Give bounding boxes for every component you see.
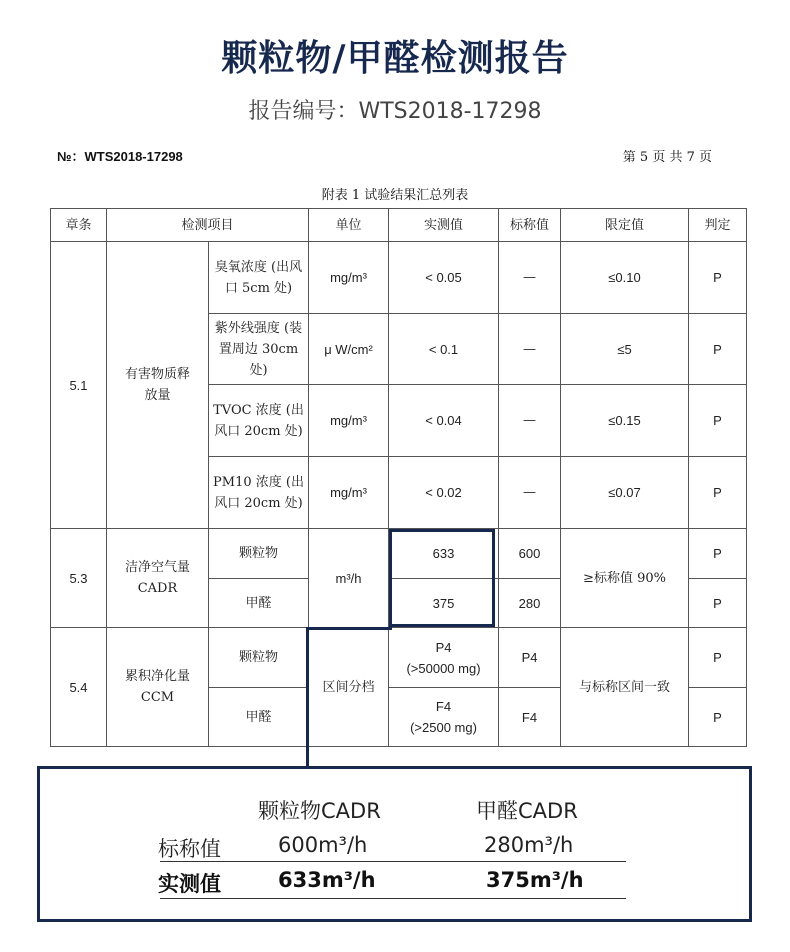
limit-cell: ≤0.07 — [561, 457, 689, 529]
verdict-cell: P — [689, 628, 747, 688]
report-title: 颗粒物/甲醛检测报告 — [221, 38, 569, 79]
item-cell: 洁净空气量 CADR — [107, 529, 209, 628]
item-cell: 累积净化量 CCM — [107, 628, 209, 747]
verdict-cell: P — [689, 457, 747, 529]
unit-cell: μ W/cm² — [309, 314, 389, 385]
nominal-cell: — — [499, 457, 561, 529]
col-formaldehyde-cadr: 甲醛CADR — [476, 799, 578, 823]
limit-cell: ≤0.15 — [561, 385, 689, 457]
subitem-cell: 臭氧浓度 (出风口 5cm 处) — [209, 242, 309, 314]
row-measured-label: 实测值 — [158, 872, 221, 896]
header-unit: 单位 — [309, 209, 389, 242]
measured-cell: < 0.02 — [389, 457, 499, 529]
verdict-cell: P — [689, 385, 747, 457]
table-header-row — [51, 209, 747, 242]
unit-cell: mg/m³ — [309, 385, 389, 457]
verdict-cell: P — [689, 242, 747, 314]
measured-cell: 375 — [389, 579, 499, 628]
item-cell: 有害物质释放量 — [107, 242, 209, 529]
verdict-cell: P — [689, 314, 747, 385]
table-row — [51, 529, 747, 579]
divider — [160, 861, 626, 862]
measured-cell: < 0.04 — [389, 385, 499, 457]
measured-particle-value: 633m³/h — [278, 868, 376, 892]
unit-cell: m³/h — [309, 529, 389, 628]
measured-cell — [389, 688, 499, 747]
nominal-formaldehyde-value: 280m³/h — [484, 833, 574, 857]
results-table — [50, 208, 747, 747]
header-measured: 实测值 — [389, 209, 499, 242]
callout-connector — [306, 627, 309, 768]
nominal-particle-value: 600m³/h — [278, 833, 368, 857]
header-verdict: 判定 — [689, 209, 747, 242]
chapter-cell: 5.1 — [51, 242, 107, 529]
table-row — [51, 628, 747, 688]
measured-formaldehyde-value: 375m³/h — [486, 868, 584, 892]
measured-grade: F4 — [435, 699, 452, 714]
divider — [160, 898, 626, 899]
subitem-cell: 颗粒物 — [209, 628, 309, 688]
unit-cell: 区间分档 — [309, 628, 389, 747]
row-nominal-label: 标称值 — [158, 837, 221, 861]
nominal-cell: — — [499, 242, 561, 314]
col-particle-cadr: 颗粒物CADR — [258, 799, 381, 823]
measured-cell — [389, 628, 499, 688]
header-item: 检测项目 — [107, 209, 309, 242]
subitem-cell: PM10 浓度 (出风口 20cm 处) — [209, 457, 309, 529]
nominal-cell: — — [499, 385, 561, 457]
header-chapter: 章条 — [51, 209, 107, 242]
chapter-cell: 5.3 — [51, 529, 107, 628]
table-row — [51, 242, 747, 314]
verdict-cell: P — [689, 529, 747, 579]
measured-cell: < 0.05 — [389, 242, 499, 314]
nominal-cell: F4 — [499, 688, 561, 747]
limit-cell: ≤5 — [561, 314, 689, 385]
limit-cell: ≥标称值 90% — [561, 529, 689, 628]
nominal-cell: P4 — [499, 628, 561, 688]
limit-cell: ≤0.10 — [561, 242, 689, 314]
unit-cell: mg/m³ — [309, 457, 389, 529]
chapter-cell: 5.4 — [51, 628, 107, 747]
measured-cell: < 0.1 — [389, 314, 499, 385]
subitem-cell: 甲醛 — [209, 579, 309, 628]
verdict-cell: P — [689, 579, 747, 628]
measured-value: (>2500 mg) — [410, 720, 477, 735]
unit-cell: mg/m³ — [309, 242, 389, 314]
report-subtitle: 报告编号：WTS2018-17298 — [248, 99, 542, 124]
report-number: №：WTS2018-17298 — [57, 149, 183, 164]
measured-value: (>50000 mg) — [406, 660, 481, 676]
header-nominal: 标称值 — [499, 209, 561, 242]
nominal-cell: 600 — [499, 529, 561, 579]
measured-grade: P4 — [435, 639, 452, 655]
verdict-cell: P — [689, 688, 747, 747]
table-caption: 附表 1 试验结果汇总列表 — [321, 188, 469, 203]
subitem-cell: TVOC 浓度 (出风口 20cm 处) — [209, 385, 309, 457]
subitem-cell: 颗粒物 — [209, 529, 309, 579]
nominal-cell: — — [499, 314, 561, 385]
header-limit: 限定值 — [561, 209, 689, 242]
subitem-cell: 甲醛 — [209, 688, 309, 747]
limit-cell: 与标称区间一致 — [561, 628, 689, 747]
measured-cell: 633 — [389, 529, 499, 579]
nominal-cell: 280 — [499, 579, 561, 628]
page-indicator: 第 5 页 共 7 页 — [622, 150, 712, 165]
callout-connector-top — [306, 627, 392, 630]
subitem-cell: 紫外线强度 (装置周边 30cm 处) — [209, 314, 309, 385]
cadr-summary-box — [37, 766, 752, 922]
